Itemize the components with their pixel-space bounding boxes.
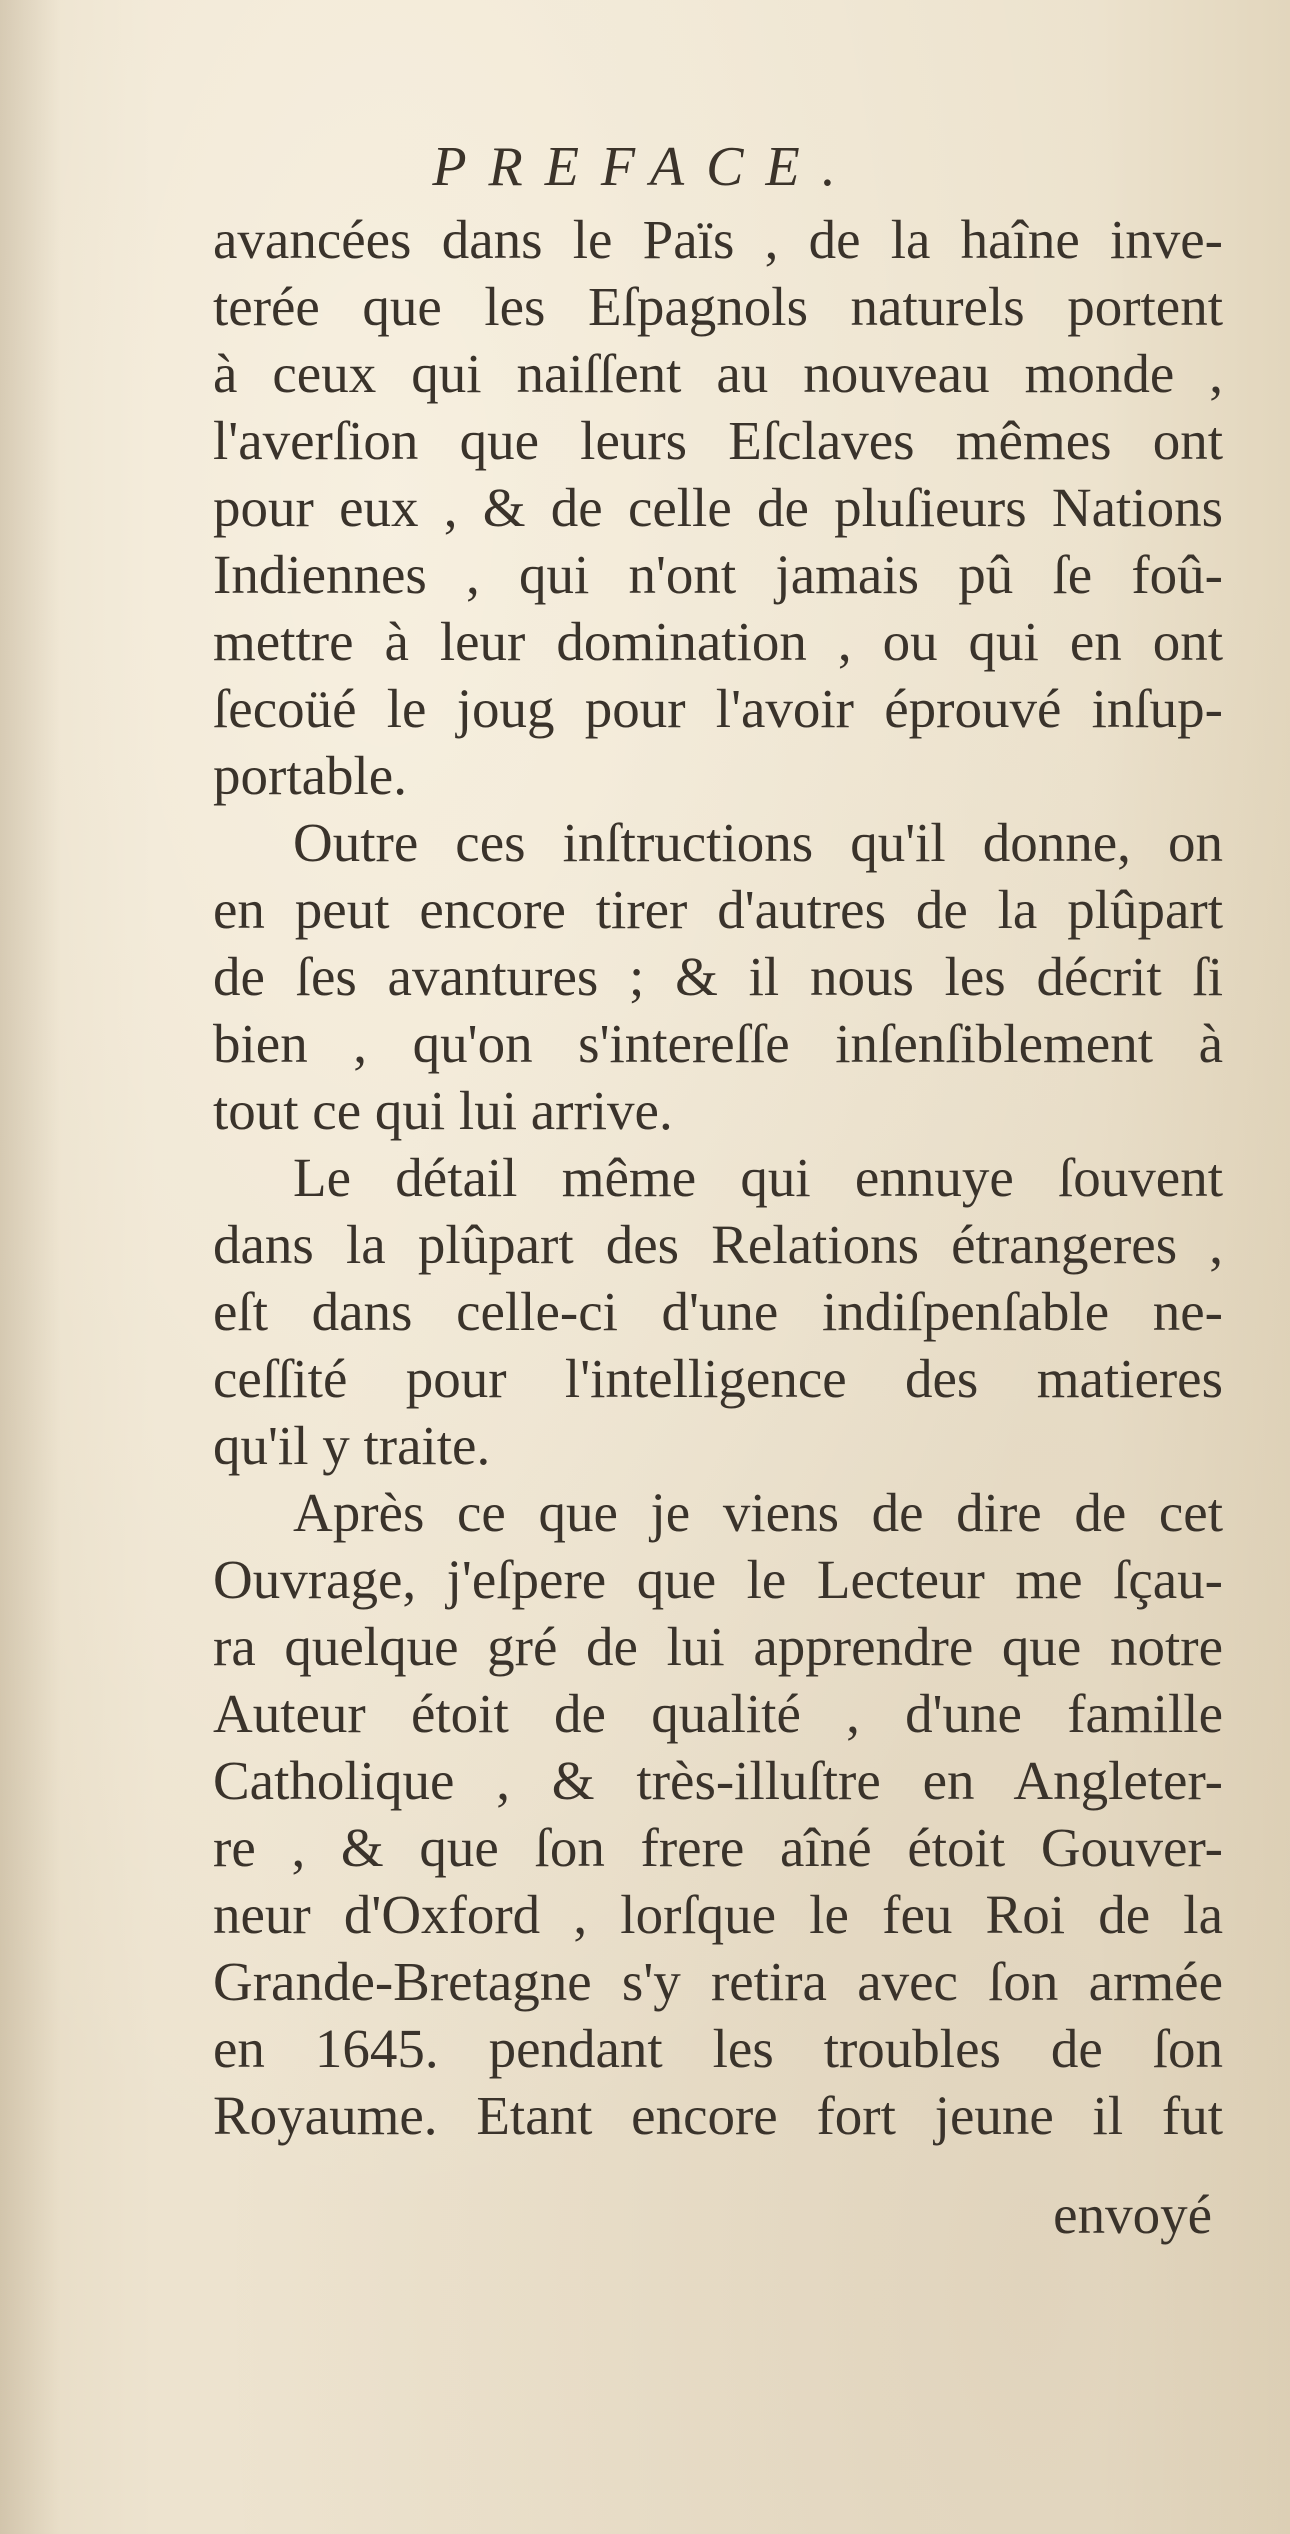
paragraph-start: Après ce que je viens de dire de cet [293,1482,1223,1543]
text-line: terée que les Eſpagnols naturels portent [213,276,1223,337]
text-line: l'averſion que leurs Eſclaves mêmes ont [213,410,1223,471]
text-line: eſt dans celle-ci d'une indiſpenſable ne- [213,1281,1223,1342]
running-head: PREFACE. [432,136,858,198]
text-line: mettre à leur domination , ou qui en ont [213,611,1223,672]
text-line: pour eux , & de celle de pluſieurs Nations [213,477,1223,538]
text-line: Auteur étoit de qualité , d'une famille [213,1683,1223,1744]
text-line: à ceux qui naiſſent au nouveau monde , [213,343,1223,404]
text-line: avancées dans le Païs , de la haîne inve- [213,209,1223,270]
text-line: dans la plûpart des Relations étrangeres , [213,1214,1223,1275]
text-line: neur d'Oxford , lorſque le feu Roi de la [213,1884,1223,1945]
text-line: de ſes avantures ; & il nous les décrit ſi [213,946,1223,1007]
paragraph-start: Outre ces inſtructions qu'il donne, on [293,812,1223,873]
text-line: Catholique , & très-illuſtre en Angleter- [213,1750,1223,1811]
text-line: Ouvrage, j'eſpere que le Lecteur me ſçau- [213,1549,1223,1610]
catchword: envoyé [1053,2184,1212,2245]
text-line: Indiennes , qui n'ont jamais pû ſe foû- [213,544,1223,605]
text-line: re , & que ſon frere aîné étoit Gouver- [213,1817,1223,1878]
text-line: bien , qu'on s'intereſſe inſenſiblement à [213,1013,1223,1074]
text-line: ceſſité pour l'intelligence des matieres [213,1348,1223,1409]
text-line: tout ce qui lui arrive. [213,1080,673,1141]
gutter-shadow [0,0,60,2534]
text-line: en peut encore tirer d'autres de la plûpart [213,879,1223,940]
text-line: portable. [213,745,407,806]
text-line: Grande-Bretagne s'y retira avec ſon armée [213,1951,1223,2012]
text-line: en 1645. pendant les troubles de ſon [213,2018,1223,2079]
text-line: ra quelque gré de lui apprendre que notre [213,1616,1223,1677]
paragraph-start: Le détail même qui ennuye ſouvent [293,1147,1223,1208]
text-line: qu'il y traite. [213,1415,491,1476]
text-line: Royaume. Etant encore fort jeune il fut [213,2085,1223,2146]
text-line: ſecoüé le joug pour l'avoir éprouvé inſup- [213,678,1223,739]
